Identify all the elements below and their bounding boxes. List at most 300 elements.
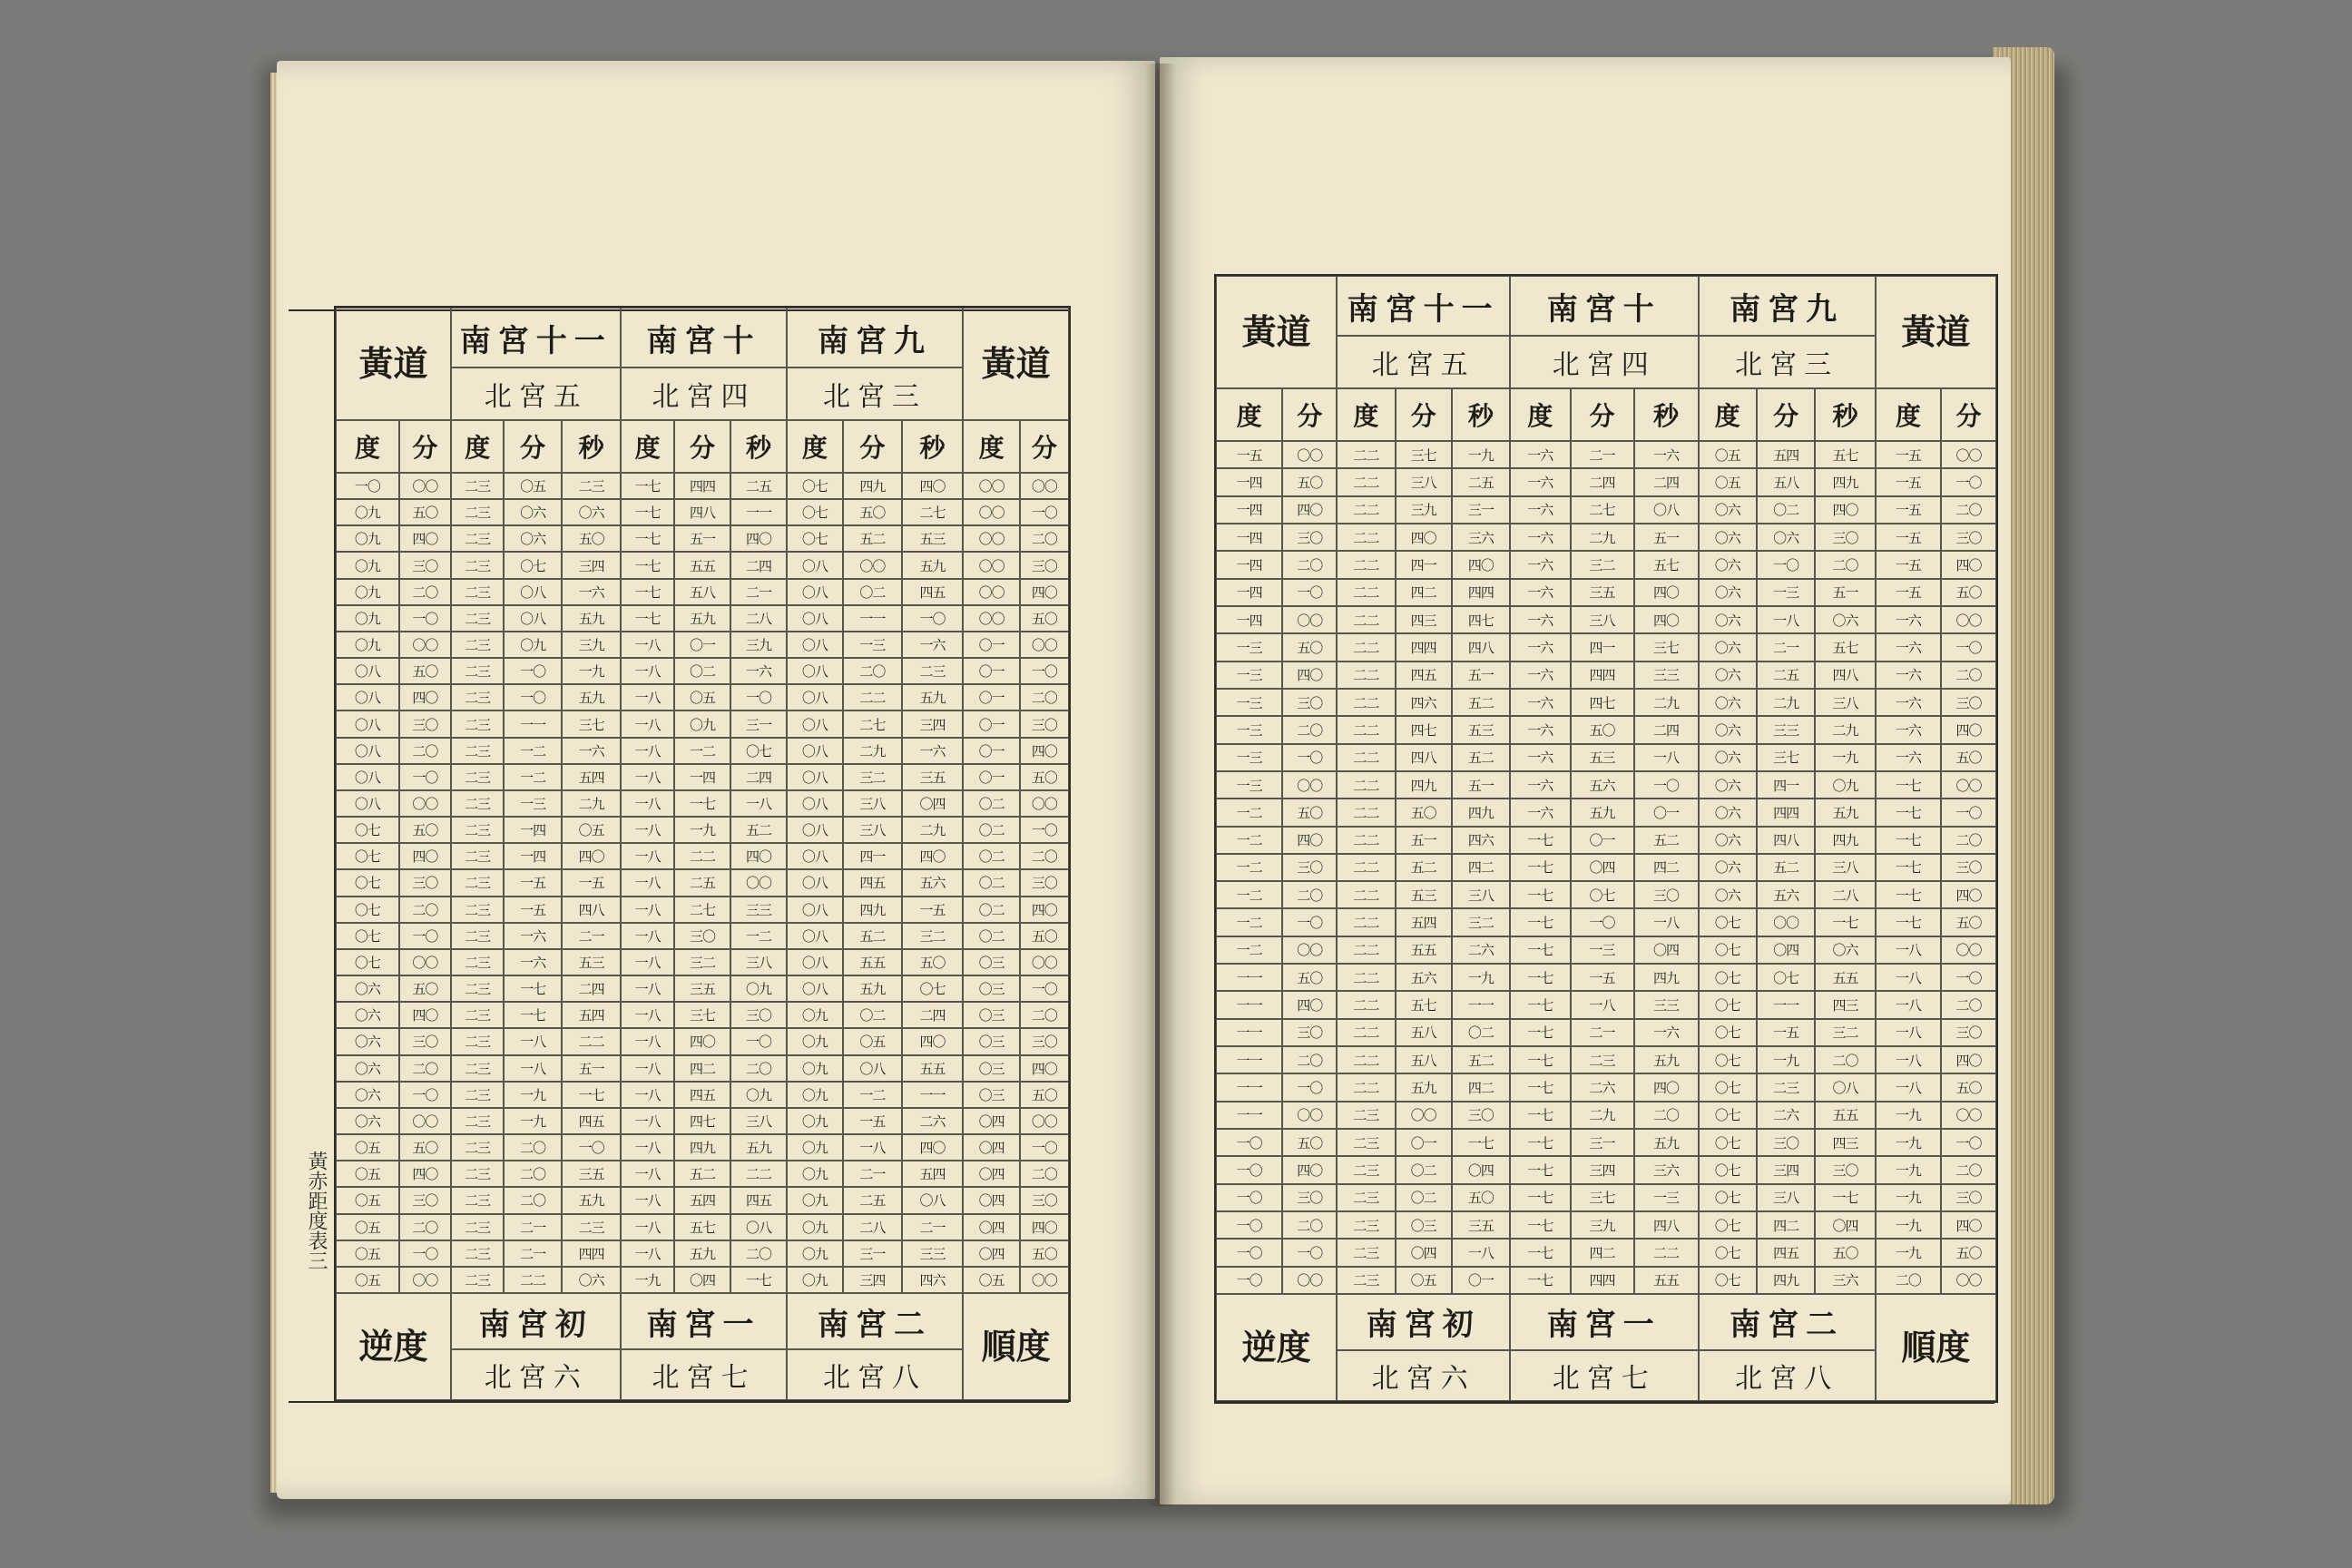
left-table-cell: 〇四 [963,1187,1019,1213]
left-table-cell: 五〇 [399,975,451,1002]
right-table-cell: 〇九 [1815,771,1876,799]
right-table-cell: 一三 [1757,579,1815,606]
left-table-cell: 〇九 [787,1161,843,1187]
right-table-cell: 四〇 [1634,606,1699,633]
left-table-cell: 〇九 [336,499,399,525]
right-table-cell: 二三 [1757,1073,1815,1101]
right-table-cell: 〇六 [1699,551,1757,578]
right-table-cell: 一四 [1216,496,1282,524]
right-unit-header: 度 [1699,388,1757,441]
left-table-cell: 〇〇 [399,632,451,658]
right-table-cell: 一七 [1510,1129,1571,1156]
left-table-cell: 二〇 [399,897,451,923]
left-table-cell: 〇八 [336,738,399,764]
right-table-cell: 一七 [1510,964,1571,991]
left-table-cell: 〇一 [963,710,1019,737]
left-table-cell: 五〇 [1020,1082,1069,1108]
right-table-cell: 五九 [1634,1129,1699,1156]
right-table-cell: 一二 [1216,799,1282,826]
left-table-cell: 四〇 [1020,1055,1069,1082]
left-table-cell: 四〇 [902,843,964,869]
right-table-cell: 一一 [1216,1073,1282,1101]
left-table-cell: 五〇 [1020,923,1069,949]
left-table-cell: 三〇 [399,869,451,896]
left-table-cell: 二九 [562,790,622,817]
right-table-cell: 一七 [1876,827,1941,854]
right-table-cell: 五〇 [1282,799,1337,826]
right-table-cell: 四五 [1757,1239,1815,1266]
right-table-cell: 一七 [1510,908,1571,936]
left-table-cell: 三九 [730,632,786,658]
right-table-cell: 〇七 [1699,991,1757,1018]
left-table-cell: 四〇 [399,684,451,710]
left-table-cell: 四五 [674,1082,730,1108]
left-table-cell: 三〇 [1020,710,1069,737]
right-table-cell: 三八 [1815,854,1876,881]
left-table-cell: 二三 [451,525,504,552]
left-table-cell: 二〇 [730,1055,786,1082]
right-unit-header: 分 [1282,388,1337,441]
right-table-cell: 二〇 [1941,496,1996,524]
left-table-cell: 〇八 [787,897,843,923]
left-table-cell: 二三 [451,658,504,684]
left-table-cell: 〇四 [963,1240,1019,1267]
right-table-cell: 一九 [1876,1129,1941,1156]
left-table-cell: 三四 [902,710,964,737]
right-table-cell: 四〇 [1282,496,1337,524]
left-table-cell: 〇八 [787,975,843,1002]
right-table-cell: 一〇 [1941,964,1996,991]
right-table-cell: 二二 [1337,524,1395,551]
right-table-cell: 一八 [1876,991,1941,1018]
left-table-cell: 三〇 [399,552,451,578]
left-unit-header: 分 [504,420,562,473]
left-table-cell: 五二 [674,1161,730,1187]
left-table-cell: 一〇 [1020,975,1069,1002]
right-table-cell: 二二 [1337,881,1395,908]
left-palace-header-top: 南宮十 [621,308,786,368]
left-table-cell: 〇五 [336,1240,399,1267]
left-table-cell: 二二 [843,684,902,710]
right-table-cell: 二二 [1337,744,1395,771]
left-table-cell: 〇九 [336,579,399,605]
left-table-cell: 〇六 [562,499,622,525]
right-table-cell: 一〇 [1216,1239,1282,1266]
left-table-cell: 二二 [730,1161,786,1187]
left-table-cell: 四八 [562,897,622,923]
left-table-cell: 〇〇 [1020,632,1069,658]
right-table-cell: 一〇 [1941,633,1996,661]
right-table-cell: 二二 [1337,441,1395,468]
left-table-cell: 三八 [843,817,902,843]
right-table-cell: 一六 [1510,799,1571,826]
left-palace-footer-top: 南宮一 [621,1293,786,1349]
right-table-cell: 〇〇 [1282,936,1337,964]
right-table-cell: 一五 [1876,441,1941,468]
right-table-cell: 一〇 [1282,744,1337,771]
left-table-cell: 〇八 [787,632,843,658]
left-table-cell: 〇一 [963,738,1019,764]
right-table-cell: 二二 [1337,1046,1395,1073]
left-table-cell: 〇〇 [963,499,1019,525]
right-table-cell: 一〇 [1941,799,1996,826]
right-table-cell: 三〇 [1282,854,1337,881]
left-table-cell: 〇二 [963,923,1019,949]
right-table-cell: 一〇 [1216,1211,1282,1239]
right-table-cell: 五〇 [1282,1129,1337,1156]
right-table-cell: 〇六 [1699,524,1757,551]
right-table-cell: 一八 [1876,964,1941,991]
right-table-cell: 二〇 [1941,991,1996,1018]
left-table-cell: 二三 [451,1002,504,1028]
right-table-cell: 三一 [1571,1129,1634,1156]
left-table-cell: 〇八 [787,817,843,843]
right-table-cell: 二二 [1337,799,1395,826]
left-table-cell: 五五 [674,552,730,578]
right-table-cell: 四九 [1815,827,1876,854]
left-table-cell: 〇四 [963,1214,1019,1240]
left-table-cell: 〇〇 [399,949,451,975]
left-table-cell: 一〇 [399,605,451,632]
left-table-cell: 二三 [562,473,622,499]
left-table-cell: 五九 [562,605,622,632]
right-table-cell: 五七 [1634,551,1699,578]
right-table-cell: 一四 [1216,524,1282,551]
left-table-cell: 一八 [621,710,673,737]
left-table-cell: 〇五 [504,473,562,499]
left-table-cell: 一八 [621,658,673,684]
left-table-cell: 一〇 [399,764,451,790]
left-table-cell: 〇九 [787,1240,843,1267]
right-table-cell: 一〇 [1216,1129,1282,1156]
left-table-cell: 〇三 [963,1002,1019,1028]
right-table-cell: 三〇 [1634,881,1699,908]
right-table-cell: 二二 [1337,716,1395,743]
left-table-cell: 四五 [562,1108,622,1134]
right-table-cell: 二〇 [1282,1046,1337,1073]
right-table-cell: 一八 [1757,606,1815,633]
left-table-cell: 〇七 [336,897,399,923]
left-table-cell: 〇六 [336,975,399,1002]
right-table-cell: 一二 [1216,881,1282,908]
left-table-cell: 〇七 [336,869,399,896]
left-table-cell: 二〇 [1020,684,1069,710]
right-table-cell: 一三 [1216,689,1282,716]
left-table-cell: 二三 [451,923,504,949]
right-table-cell: 一七 [1510,827,1571,854]
left-table-cell: 三五 [674,975,730,1002]
left-table-cell: 〇三 [963,975,1019,1002]
left-table [334,306,1071,1402]
left-table-cell: 一六 [562,579,622,605]
left-table-cell: 〇二 [963,817,1019,843]
left-table-cell: 〇四 [963,1108,1019,1134]
left-unit-header: 度 [787,420,843,473]
left-table-cell: 一五 [843,1108,902,1134]
right-table-cell: 〇七 [1699,1211,1757,1239]
left-unit-header: 秒 [730,420,786,473]
right-table-cell: 三〇 [1282,689,1337,716]
right-table-cell: 四七 [1396,716,1452,743]
right-table-cell: 三二 [1452,908,1510,936]
left-table-cell: 〇〇 [963,552,1019,578]
right-table-cell: 一七 [1815,1184,1876,1211]
left-table-cell: 〇〇 [1020,473,1069,499]
right-table-cell: 四二 [1757,1211,1815,1239]
left-table-cell: 〇五 [336,1187,399,1213]
right-table-cell: 二九 [1571,1102,1634,1129]
right-palace-footer-bottom: 北宮八 [1699,1350,1876,1401]
right-table-cell: 五二 [1757,854,1815,881]
right-table-cell: 二〇 [1282,1211,1337,1239]
left-table-cell: 四七 [674,1108,730,1134]
left-table-cell: 四〇 [674,1028,730,1054]
left-table-cell: 一〇 [1020,817,1069,843]
right-table-cell: 四〇 [1452,551,1510,578]
right-table-cell: 二〇 [1815,551,1876,578]
left-table-cell: 四〇 [902,1028,964,1054]
left-table-cell: 二三 [451,1267,504,1293]
left-table-cell: 〇二 [963,843,1019,869]
right-table-cell: 三九 [1396,496,1452,524]
right-table-cell: 二四 [1571,468,1634,495]
right-table-cell: 一九 [1757,1046,1815,1073]
right-table-cell: 〇五 [1396,1267,1452,1294]
right-table-cell: 〇〇 [1282,1102,1337,1129]
right-palace-header-top: 南宮十 [1510,276,1699,336]
left-table-cell: 二三 [451,710,504,737]
right-table-cell: 〇〇 [1757,908,1815,936]
left-table-cell: 二三 [562,1214,622,1240]
right-table-cell: 一六 [1510,689,1571,716]
left-table-cell: 一八 [504,1028,562,1054]
right-unit-header: 度 [1216,388,1282,441]
left-table-cell: 五一 [674,525,730,552]
right-table-cell: 四〇 [1941,551,1996,578]
right-table-cell: 四〇 [1941,881,1996,908]
right-table-cell: 一六 [1634,441,1699,468]
right-table-cell: 一〇 [1282,1239,1337,1266]
right-table-cell: 〇六 [1699,633,1757,661]
right-table-cell: 四二 [1452,1073,1510,1101]
left-table-cell: 〇八 [336,710,399,737]
right-table-cell: 一一 [1216,964,1282,991]
right-table-cell: 〇六 [1699,771,1757,799]
right-table-cell: 一一 [1216,1019,1282,1046]
left-table-cell: 三〇 [399,1028,451,1054]
left-unit-header: 分 [674,420,730,473]
left-table-cell: 二三 [451,632,504,658]
right-table-cell: 四九 [1452,799,1510,826]
left-table-cell: 〇二 [843,1002,902,1028]
right-table-cell: 三八 [1571,606,1634,633]
left-table-cell: 〇三 [963,949,1019,975]
left-table-cell: 二三 [451,1055,504,1082]
left-table-cell: 〇九 [674,710,730,737]
right-table-cell: 二九 [1815,716,1876,743]
left-table-cell: 〇五 [336,1214,399,1240]
left-table-cell: 三三 [730,897,786,923]
right-table-cell: 四一 [1757,771,1815,799]
left-table-cell: 二〇 [730,1240,786,1267]
right-table-cell: 一〇 [1571,908,1634,936]
right-table-cell: 一八 [1634,744,1699,771]
left-table-cell: 〇四 [963,1161,1019,1187]
left-table-cell: 〇二 [963,897,1019,923]
left-table-cell: 〇七 [787,499,843,525]
right-table-cell: 四二 [1452,854,1510,881]
left-table-cell: 三二 [843,764,902,790]
right-table-cell: 二二 [1337,496,1395,524]
right-table-cell: 一九 [1876,1102,1941,1129]
right-table-cell: 五七 [1815,633,1876,661]
left-table-cell: 一六 [902,632,964,658]
left-table-cell: 一〇 [902,605,964,632]
right-table-cell: 二二 [1337,991,1395,1018]
right-table-cell: 〇七 [1699,1239,1757,1266]
left-table-cell: 一八 [730,790,786,817]
right-table-cell: 三四 [1757,1156,1815,1183]
right-table-cell: 二二 [1337,468,1395,495]
right-table-cell: 五九 [1815,799,1876,826]
right-table-cell: 一八 [1634,908,1699,936]
left-table-cell: 五九 [843,975,902,1002]
left-table-cell: 〇七 [504,552,562,578]
left-table-cell: 二三 [451,684,504,710]
left-table-cell: 三〇 [399,710,451,737]
right-table-cell: 一七 [1510,854,1571,881]
right-table-cell: 一五 [1876,496,1941,524]
left-table-cell: 四五 [843,869,902,896]
left-table-cell: 〇八 [787,605,843,632]
right-table-cell: 四三 [1815,1129,1876,1156]
left-table-cell: 一八 [621,869,673,896]
right-table-cell: 一七 [1876,854,1941,881]
left-table-cell: 二八 [730,605,786,632]
left-table-cell: 〇〇 [963,605,1019,632]
right-table-cell: 五三 [1396,881,1452,908]
left-table-cell: 四五 [902,579,964,605]
right-table-cell: 五一 [1452,662,1510,689]
left-palace-header-bottom: 北宮三 [787,368,964,420]
left-table-cell: 四九 [843,473,902,499]
left-table-cell: 二二 [504,1267,562,1293]
left-table-cell: 四〇 [730,525,786,552]
left-table-cell: 二〇 [843,658,902,684]
left-table-cell: 一〇 [504,658,562,684]
left-table-cell: 五〇 [1020,605,1069,632]
left-table-cell: 四〇 [1020,897,1069,923]
left-table-cell: 二〇 [504,1187,562,1213]
left-table-cell: 一八 [621,790,673,817]
right-table-cell: 一六 [1876,662,1941,689]
left-side-label-top-right: 黃道 [963,308,1069,420]
right-table-cell: 〇七 [1699,936,1757,964]
left-table-cell: 四〇 [1020,1214,1069,1240]
right-table-cell: 三〇 [1941,524,1996,551]
left-table-cell: 〇八 [787,710,843,737]
right-table-cell: 〇四 [1452,1156,1510,1183]
right-table-cell: 二〇 [1941,827,1996,854]
right-table-cell: 五六 [1571,771,1634,799]
right-table-cell: 二二 [1337,854,1395,881]
left-table-cell: 二三 [451,1108,504,1134]
left-table-cell: 二一 [504,1214,562,1240]
left-table-cell: 〇九 [730,975,786,1002]
left-table-cell: 一八 [621,684,673,710]
right-table-cell: 〇〇 [1941,441,1996,468]
right-table-cell: 〇六 [1699,716,1757,743]
left-unit-header: 分 [1020,420,1069,473]
left-table-cell: 〇〇 [399,1108,451,1134]
left-table-cell: 二九 [843,738,902,764]
left-table-cell: 五四 [902,1161,964,1187]
left-table-cell: 二一 [843,1161,902,1187]
left-table-cell: 二二 [562,1028,622,1054]
left-table-cell: 〇五 [336,1134,399,1161]
left-table-cell: 〇〇 [399,473,451,499]
right-table-cell: 四〇 [1941,1211,1996,1239]
left-table-cell: 一九 [504,1082,562,1108]
left-table-cell: 〇九 [787,1002,843,1028]
right-table-cell: 二二 [1337,689,1395,716]
left-table-cell: 二三 [451,764,504,790]
right-table-cell: 二三 [1337,1184,1395,1211]
right-table-cell: 五〇 [1815,1239,1876,1266]
right-table-cell: 〇七 [1699,908,1757,936]
left-table-cell: 〇九 [787,1028,843,1054]
right-table-cell: 三六 [1815,1267,1876,1294]
right-table-cell: 一七 [1510,1073,1571,1101]
left-table-cell: 一七 [621,579,673,605]
left-table-cell: 五六 [902,869,964,896]
left-table-cell: 一七 [504,975,562,1002]
right-unit-header: 秒 [1815,388,1876,441]
left-table-cell: 一八 [621,1028,673,1054]
left-table-cell: 一八 [621,738,673,764]
right-palace-footer-top: 南宮一 [1510,1294,1699,1350]
left-table-cell: 〇三 [963,1082,1019,1108]
left-table-cell: 〇四 [902,790,964,817]
left-table-cell: 一六 [504,923,562,949]
left-table-cell: 二三 [451,1134,504,1161]
left-table-cell: 一〇 [399,1240,451,1267]
left-table-cell: 〇一 [963,632,1019,658]
left-table-cell: 二〇 [504,1134,562,1161]
left-table-cell: 二一 [504,1240,562,1267]
right-table-cell: 三八 [1396,468,1452,495]
right-table-cell: 五五 [1815,1102,1876,1129]
right-table-cell: 五〇 [1571,716,1634,743]
right-table-cell: 一七 [1452,1129,1510,1156]
right-table-cell: 一九 [1452,964,1510,991]
left-table-cell: 四〇 [399,1002,451,1028]
left-table-cell: 四九 [674,1134,730,1161]
right-table-cell: 一九 [1876,1211,1941,1239]
right-palace-footer-bottom: 北宮六 [1337,1350,1510,1401]
left-palace-footer-bottom: 北宮七 [621,1349,786,1400]
right-table-cell: 一〇 [1282,1073,1337,1101]
left-table-cell: 〇〇 [963,525,1019,552]
right-table-cell: 五〇 [1282,964,1337,991]
right-table-cell: 〇六 [1699,799,1757,826]
right-table-cell: 五六 [1396,964,1452,991]
right-table-cell: 二二 [1337,606,1395,633]
right-table-cell: 二三 [1337,1102,1395,1129]
right-table-cell: 一六 [1510,716,1571,743]
right-table-cell: 四〇 [1941,1046,1996,1073]
left-table-cell: 三四 [843,1267,902,1293]
